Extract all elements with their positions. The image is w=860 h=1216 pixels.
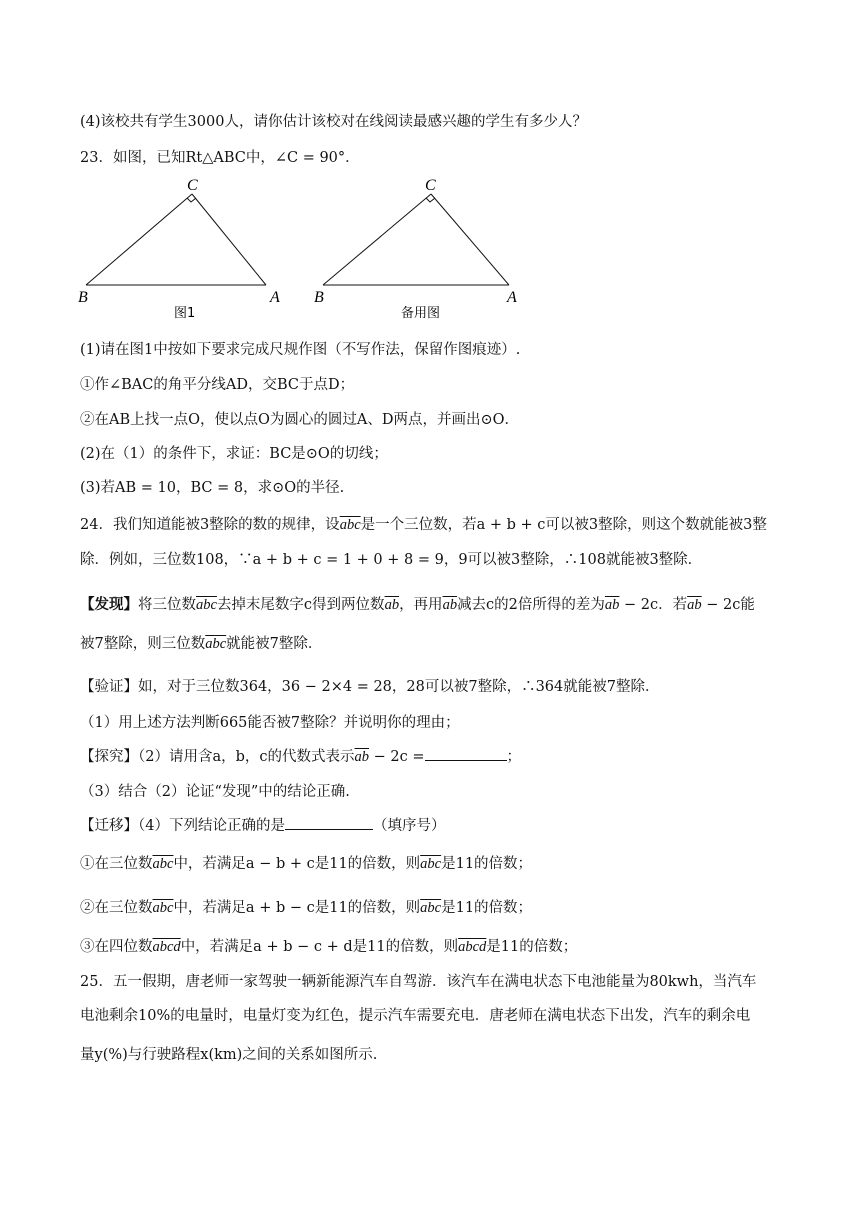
answer-blank-2[interactable]	[425, 746, 507, 761]
q24-line1: 24．我们知道能被3整除的数的规律，设$\overline{abc}$是一个三位数，若a + b + c可以被3整除，则这个数就能被3整	[80, 517, 767, 533]
fig1-label-a: A	[270, 289, 280, 306]
q23-part3: (3)若AB = 10，BC = 8，求⊙O的半径.	[80, 480, 345, 496]
q23-intro: 23．如图，已知Rt△ABC中，∠C = 90°．	[80, 150, 360, 166]
q24-option1: ①在三位数$\overline{abc}$中，若满足a − b + c是11的倍数，则$\overline{abc}$是11的倍数；	[80, 856, 533, 872]
q23-part2: (2)在（1）的条件下，求证：BC是⊙O的切线；	[80, 446, 388, 462]
fig2-caption: 备用图	[401, 306, 441, 321]
fig1-caption: 图1	[174, 306, 196, 321]
q24-discovery: 【发现】将三位数$\overline{abc}$去掉末尾数字c得到两位数$\overline{ab}$，再用$\overline{ab}$减去c的2倍所得的差为$\overline{ab} - 2c$．若$\overline{ab} - 2c$能	[80, 596, 755, 613]
q24-sub1: （1）用上述方法判断665能否被7整除？并说明你的理由；	[80, 715, 460, 731]
q23-figures	[76, 176, 536, 326]
q24-option3: ③在四位数abcd中，若满足a + b − c + d是11的倍数，则abcd是11的倍数；	[80, 939, 578, 955]
fig2-label-c: C	[425, 177, 436, 194]
q24-option2: ②在三位数$\overline{abc}$中，若满足a + b − c是11的倍数，则$\overline{abc}$是11的倍数；	[80, 900, 533, 916]
q24-discovery-cont: 被7整除，则三位数$\overline{abc}$就能被7整除．	[80, 636, 323, 652]
q24-sub4: 【迁移】（4）下列结论正确的是 （填序号）	[80, 814, 445, 835]
discovery-tag: 【发现】	[80, 596, 138, 613]
q22-part4: (4)该校共有学生3000人，请你估计该校对在线阅读最感兴趣的学生有多少人？	[80, 114, 587, 130]
q23-part1: (1)请在图1中按如下要求完成尺规作图（不写作法，保留作图痕迹）.	[80, 342, 521, 358]
fig2-label-b: B	[314, 289, 324, 306]
q25-line2: 电池剩余10%的电量时，电量灯变为红色，提示汽车需要充电．唐老师在满电状态下出发，汽车的剩余电	[80, 1008, 751, 1024]
q24-verify: 【验证】如，对于三位数364，36 − 2×4 = 28，28可以被7整除，∴364就能被7整除．	[80, 679, 660, 695]
q25-line1: 25．五一假期，唐老师一家驾驶一辆新能源汽车自驾游．该汽车在满电状态下电池能量为80kwh，当汽车	[80, 974, 757, 990]
q24-sub2: 【探究】（2）请用含a，b，c的代数式表示$\overline{ab} - 2c$ = ；	[80, 745, 521, 766]
answer-blank-4[interactable]	[285, 815, 373, 830]
q23-part1a: ①作∠BAC的角平分线AD，交BC于点D；	[80, 377, 355, 393]
figure-1-triangle	[78, 177, 280, 321]
fig1-label-b: B	[78, 289, 88, 306]
q25-line3: 量y(%)与行驶路程x(km)之间的关系如图所示.	[80, 1047, 378, 1063]
q23-part1b: ②在AB上找一点O，使以点O为圆心的圆过A、D两点，并画出⊙O．	[80, 412, 520, 428]
q24-sub3: （3）结合（2）论证“发现”中的结论正确.	[80, 784, 350, 800]
figure-2-triangle	[314, 177, 517, 321]
fig1-label-c: C	[187, 177, 198, 194]
q24-line2: 除．例如，三位数108，∵a + b + c = 1 + 0 + 8 = 9，9可以被3整除，∴108就能被3整除．	[80, 552, 703, 568]
fig2-label-a: A	[507, 289, 517, 306]
